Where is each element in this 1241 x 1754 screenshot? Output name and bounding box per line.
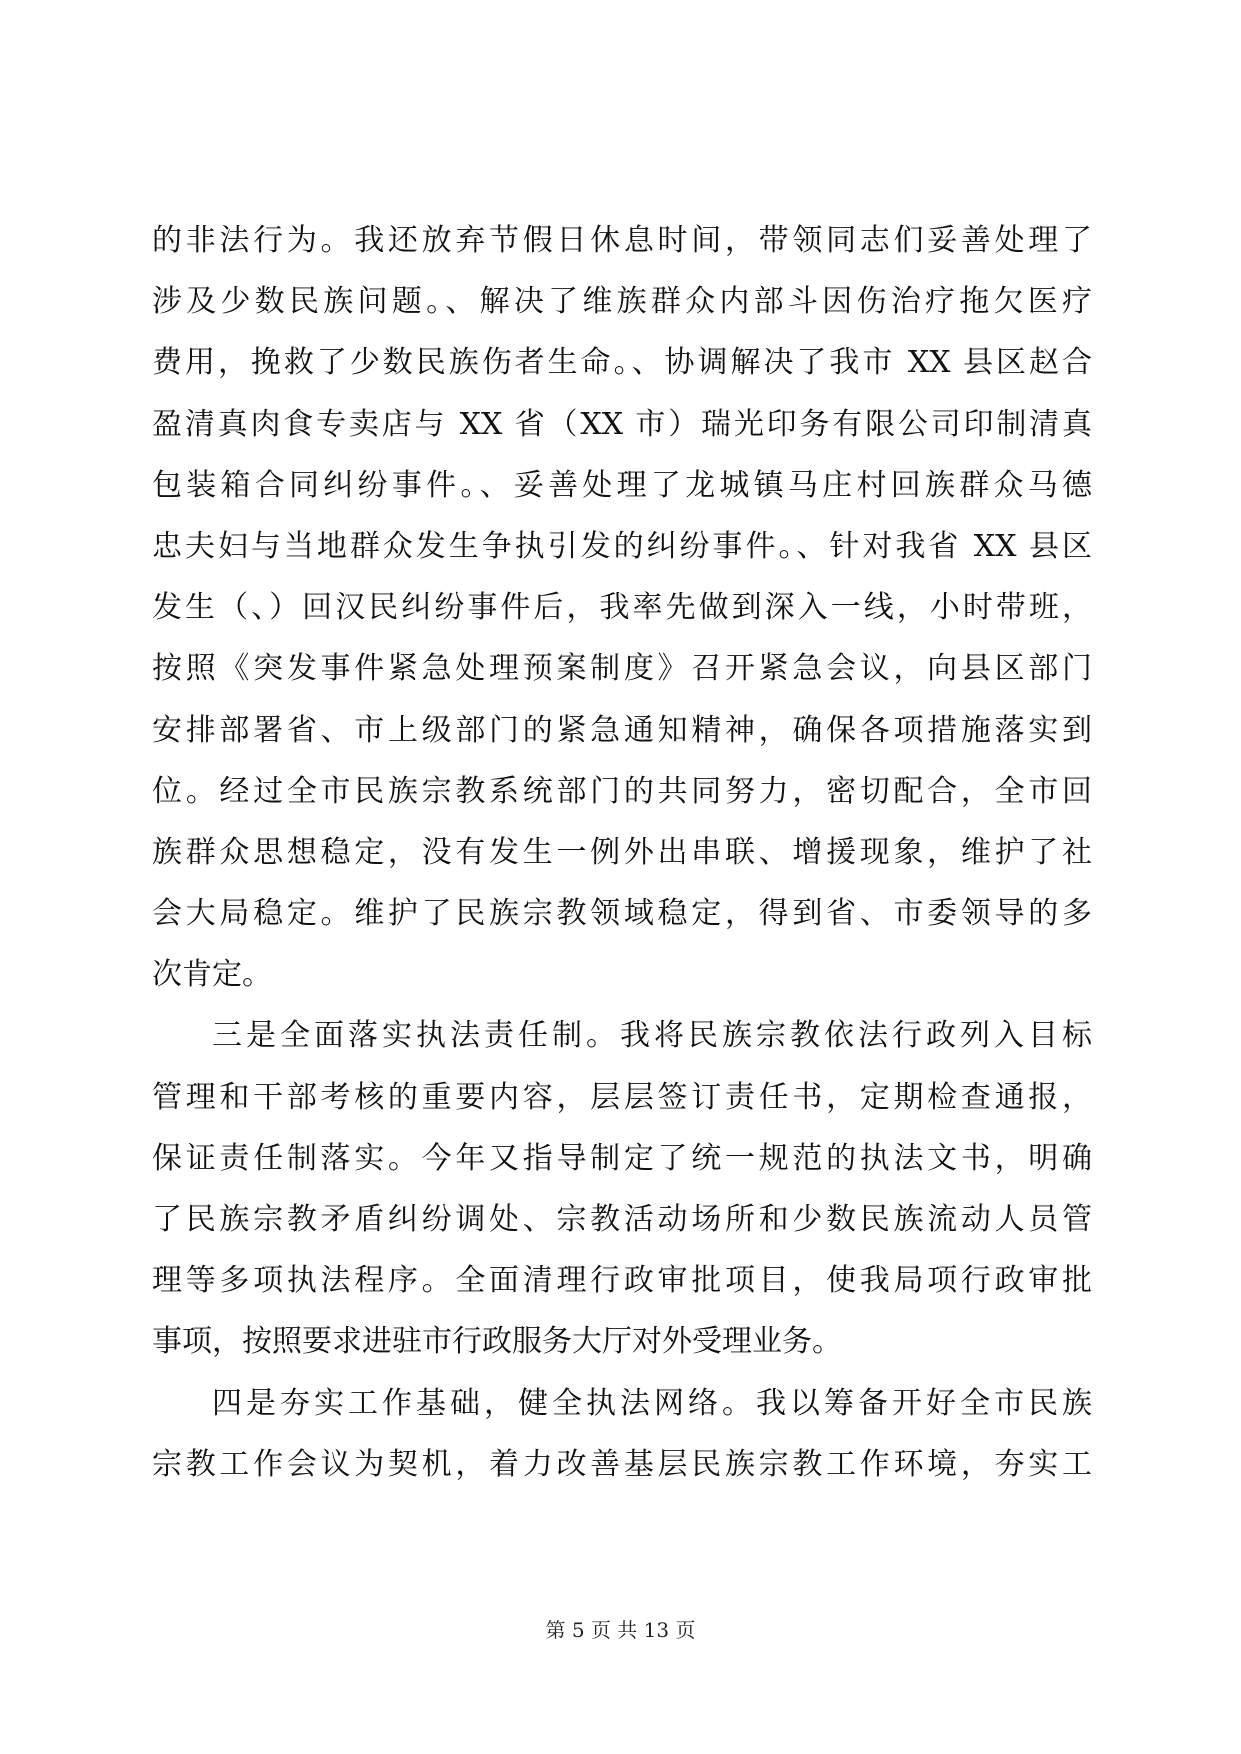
text-line: 了民族宗教矛盾纠纷调处、宗教活动场所和少数民族流动人员管 [152, 1202, 1092, 1237]
text-line: 包装箱合同纠纷事件。、妥善处理了龙城镇马庄村回族群众马德 [152, 467, 1092, 503]
text-line: 会大局稳定。维护了民族宗教领域稳定，得到省、市委领导的多 [152, 896, 1092, 932]
text-line: 次肯定。 [152, 957, 272, 993]
text-line: 发生（、）回汉民纠纷事件后，我率先做到深入一线，小时带班， [152, 590, 1092, 626]
text-line: 四是夯实工作基础，健全执法网络。我以筹备开好全市民族 [212, 1385, 1092, 1421]
text-line: 的非法行为。我还放弃节假日休息时间，带领同志们妥善处理了 [152, 223, 1092, 258]
paragraph-3 [152, 1373, 1092, 1495]
text-line: 族群众思想稳定，没有发生一例外出串联、增援现象，维护了社 [152, 834, 1092, 870]
text-line: 涉及少数民族问题。、解决了维族群众内部斗因伤治疗拖欠医疗 [152, 284, 1092, 320]
document-body [152, 210, 1092, 1495]
text-line: 理等多项执法程序。全面清理行政审批项目，使我局项行政审批 [152, 1263, 1092, 1299]
paragraph-2 [152, 1005, 1092, 1372]
text-line: 保证责任制落实。今年又指导制定了统一规范的执法文书，明确 [152, 1140, 1092, 1176]
text-line: 按照《突发事件紧急处理预案制度》召开紧急会议，向县区部门 [152, 651, 1092, 687]
paragraph-1 [152, 210, 1092, 1005]
text-line: 忠夫妇与当地群众发生争执引发的纠纷事件。、针对我省 XX 县区 [152, 528, 1092, 564]
text-line: 位。经过全市民族宗教系统部门的共同努力，密切配合，全市回 [152, 773, 1092, 809]
page-footer: 第 5 页 共 13 页 [545, 1618, 696, 1642]
text-line: 费用，挽救了少数民族伤者生命。、协调解决了我市 XX 县区赵合 [152, 345, 1092, 381]
text-line: 安排部署省、市上级部门的紧急通知精神，确保各项措施落实到 [152, 712, 1092, 748]
text-line: 盈清真肉食专卖店与 XX 省（XX 市）瑞光印务有限公司印制清真 [152, 406, 1092, 442]
text-line: 事项，按照要求进驻市行政服务大厅对外受理业务。 [152, 1324, 842, 1360]
text-line: 宗教工作会议为契机，着力改善基层民族宗教工作环境，夯实工 [152, 1446, 1092, 1482]
text-line: 管理和干部考核的重要内容，层层签订责任书，定期检查通报， [152, 1079, 1092, 1115]
text-line: 三是全面落实执法责任制。我将民族宗教依法行政列入目标 [212, 1018, 1092, 1054]
